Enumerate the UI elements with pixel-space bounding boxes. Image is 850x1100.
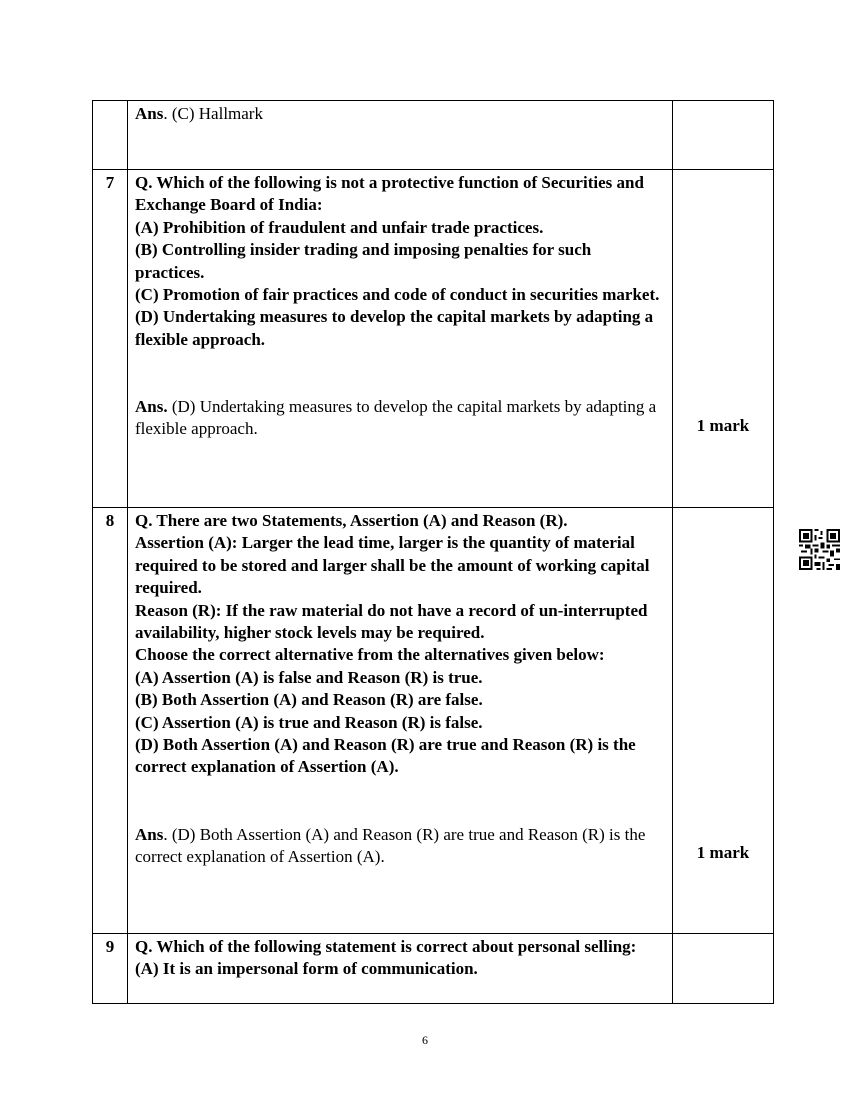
mark-cell — [673, 934, 774, 1004]
question — [135, 510, 664, 779]
question-stem: Q. Which of the following statement is correct about personal selling: — [135, 937, 637, 956]
question — [135, 172, 664, 351]
option-a: (A) It is an impersonal form of communication. — [135, 959, 478, 979]
table-row — [93, 934, 774, 1004]
instruction: Choose the correct alternative from the alternatives given below: — [135, 645, 605, 665]
option-c: (C) Promotion of fair practices and code of conduct in securities market. — [135, 285, 660, 305]
option-d: (D) Undertaking measures to develop the capital markets by adapting a flexible approach. — [135, 307, 654, 349]
answer-text: . (D) Both Assertion (A) and Reason (R) are true and Reason (R) is the correct explanation of Assertion (A). — [135, 824, 646, 867]
mark-cell — [673, 508, 774, 934]
assertion: Assertion (A): Larger the lead time, larger is the quantity of material required to be stored and larger shall be the amount of working capital required. — [135, 533, 650, 598]
mark-label: 1 mark — [696, 416, 750, 435]
answer-cell — [128, 101, 673, 170]
question-number: 7 — [93, 170, 128, 508]
question-number — [93, 101, 128, 170]
option-b: (B) Controlling insider trading and imposing penalties for such practices. — [135, 240, 592, 282]
answer-prefix: Ans — [135, 824, 164, 844]
answer-text: (D) Undertaking measures to develop the capital markets by adapting a flexible approach. — [135, 397, 657, 439]
mark-cell — [673, 170, 774, 508]
answer — [135, 396, 664, 441]
option-b: (B) Both Assertion (A) and Reason (R) are false. — [135, 690, 483, 710]
answer — [135, 103, 664, 125]
question-table — [92, 100, 774, 1004]
question-cell — [128, 508, 673, 934]
qr-code-icon — [799, 529, 840, 570]
table-row — [93, 101, 774, 170]
question-number: 8 — [93, 508, 128, 934]
option-d: (D) Both Assertion (A) and Reason (R) are true and Reason (R) is the correct explanation of Assertion (A). — [135, 735, 636, 777]
mark-cell — [673, 101, 774, 170]
page-number: 6 — [422, 1033, 428, 1047]
table-row — [93, 170, 774, 508]
question-stem: Q. Which of the following is not a protective function of Securities and Exchange Board of India: — [135, 173, 644, 215]
answer — [135, 824, 664, 869]
answer-prefix: Ans. — [135, 397, 168, 417]
option-a: (A) Prohibition of fraudulent and unfair trade practices. — [135, 217, 544, 237]
option-a: (A) Assertion (A) is false and Reason (R) is true. — [135, 667, 483, 687]
answer-prefix: Ans — [135, 104, 164, 123]
table-row — [93, 508, 774, 934]
question-stem: Q. There are two Statements, Assertion (A) and Reason (R). — [135, 511, 568, 530]
question-cell — [128, 934, 673, 1004]
mark-label: 1 mark — [696, 843, 750, 862]
question-cell — [128, 170, 673, 508]
question-number: 9 — [93, 934, 128, 1004]
reason: Reason (R): If the raw material do not have a record of un-interrupted availability, higher stock levels may be required. — [135, 600, 648, 643]
question — [135, 936, 664, 981]
answer-text: . (C) Hallmark — [163, 104, 263, 123]
option-c: (C) Assertion (A) is true and Reason (R) is false. — [135, 712, 483, 732]
